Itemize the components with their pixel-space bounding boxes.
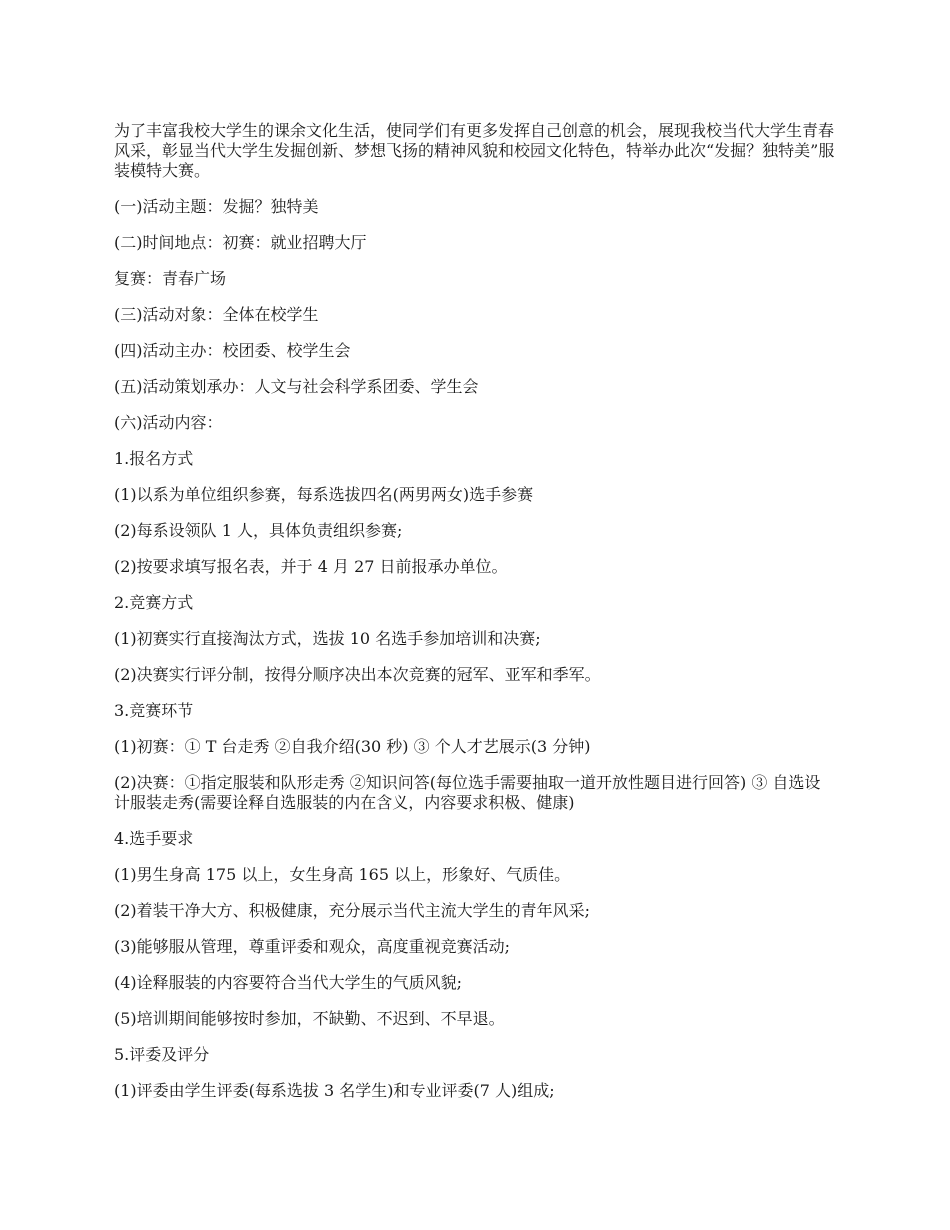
- list-item: (2)决赛实行评分制，按得分顺序决出本次竞赛的冠军、亚军和季军。: [114, 665, 601, 684]
- list-item: (1)以系为单位组织参赛，每系选拔四名(两男两女)选手参赛: [114, 485, 534, 504]
- list-item: (2)按要求填写报名表，并于 4 月 27 日前报承办单位。: [114, 557, 508, 576]
- activity-theme: (一)活动主题：发掘？独特美: [114, 197, 319, 216]
- list-item: (4)诠释服装的内容要符合当代大学生的气质风貌;: [114, 973, 463, 992]
- activity-host: (四)活动主办：校团委、校学生会: [114, 341, 351, 360]
- section-heading-registration: 1.报名方式: [114, 449, 194, 468]
- final-location: 复赛：青春广场: [114, 269, 227, 288]
- section-heading-contestant-requirements: 4.选手要求: [114, 829, 194, 848]
- time-location: (二)时间地点：初赛：就业招聘大厅: [114, 233, 367, 252]
- activity-organizer: (五)活动策划承办：人文与社会科学系团委、学生会: [114, 377, 479, 396]
- list-item: (5)培训期间能够按时参加，不缺勤、不迟到、不早退。: [114, 1009, 505, 1028]
- list-item: (3)能够服从管理，尊重评委和观众，高度重视竞赛活动;: [114, 937, 511, 956]
- list-item: (2)着装干净大方、积极健康，充分展示当代主流大学生的青年风采;: [114, 901, 591, 920]
- section-heading-competition-format: 2.竞赛方式: [114, 593, 194, 612]
- activity-content-heading: (六)活动内容：: [114, 413, 223, 432]
- document-body: [114, 121, 836, 1117]
- list-item: (1)初赛实行直接淘汰方式，选拔 10 名选手参加培训和决赛;: [114, 629, 541, 648]
- list-item: (1)初赛：① T 台走秀 ②自我介绍(30 秒) ③ 个人才艺展示(3 分钟): [114, 737, 591, 756]
- section-heading-competition-stages: 3.竞赛环节: [114, 701, 194, 720]
- list-item: (2)每系设领队 1 人，具体负责组织参赛;: [114, 521, 403, 540]
- intro-paragraph: 为了丰富我校大学生的课余文化生活，使同学们有更多发挥自己创意的机会，展现我校当代大学生青春风采，彰显当代大学生发掘创新、梦想飞扬的精神风貌和校园文化特色，特举办此次“发掘？独特美”服装模特大赛。: [114, 121, 835, 180]
- list-item: (1)评委由学生评委(每系选拔 3 名学生)和专业评委(7 人)组成;: [114, 1081, 555, 1100]
- list-item: (1)男生身高 175 以上，女生身高 165 以上，形象好、气质佳。: [114, 865, 571, 884]
- list-item: (2)决赛：①指定服装和队形走秀 ②知识问答(每位选手需要抽取一道开放性题目进行回答) ③ 自选设计服装走秀(需要诠释自选服装的内在含义，内容要求积极、健康): [114, 773, 821, 812]
- section-heading-judges-scoring: 5.评委及评分: [114, 1045, 210, 1064]
- activity-target: (三)活动对象：全体在校学生: [114, 305, 319, 324]
